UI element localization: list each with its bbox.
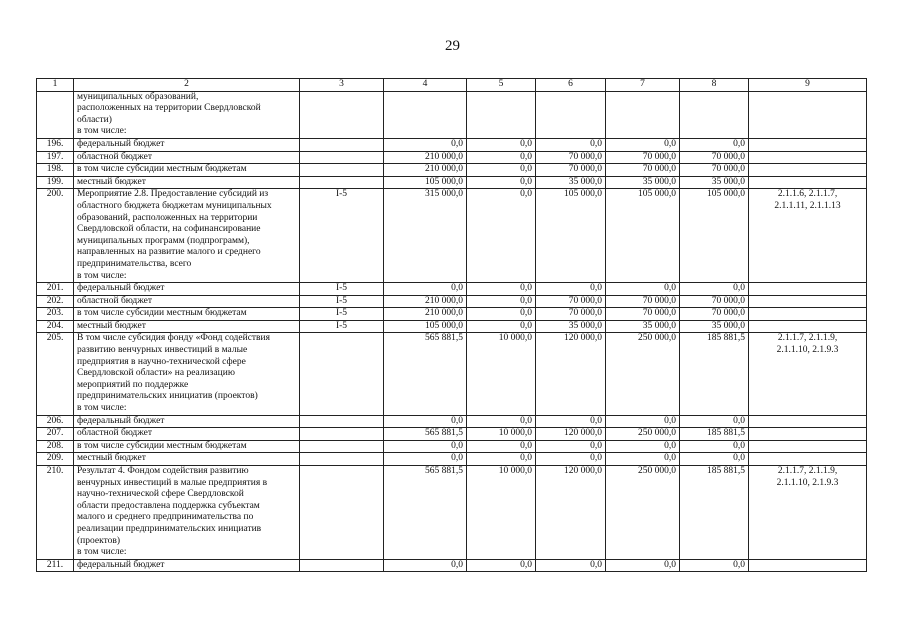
amount-col5: 0,0	[467, 189, 536, 283]
total-amount: 105 000,0	[384, 320, 467, 333]
row-number: 199.	[37, 176, 74, 189]
amount-col6: 70 000,0	[536, 308, 606, 321]
target-references	[749, 295, 867, 308]
table-body	[37, 91, 867, 572]
total-amount	[384, 91, 467, 138]
amount-col8: 70 000,0	[680, 308, 749, 321]
total-amount: 105 000,0	[384, 176, 467, 189]
row-description: областной бюджет	[74, 428, 300, 441]
amount-col5: 0,0	[467, 308, 536, 321]
table-row	[37, 308, 867, 321]
total-amount: 315 000,0	[384, 189, 467, 283]
amount-col7	[606, 91, 680, 138]
row-description: областной бюджет	[74, 151, 300, 164]
row-number: 201.	[37, 283, 74, 296]
row-description: федеральный бюджет	[74, 559, 300, 572]
target-references	[749, 559, 867, 572]
row-number: 202.	[37, 295, 74, 308]
table-row	[37, 415, 867, 428]
amount-col5: 10 000,0	[467, 466, 536, 560]
row-number: 208.	[37, 440, 74, 453]
total-amount: 210 000,0	[384, 295, 467, 308]
amount-col8: 0,0	[680, 440, 749, 453]
budget-table	[36, 78, 867, 572]
total-amount: 0,0	[384, 138, 467, 151]
amount-col7: 70 000,0	[606, 164, 680, 177]
amount-col6: 120 000,0	[536, 428, 606, 441]
table-row	[37, 428, 867, 441]
responsible-code	[300, 138, 384, 151]
responsible-code	[300, 164, 384, 177]
amount-col5: 0,0	[467, 151, 536, 164]
amount-col5: 0,0	[467, 320, 536, 333]
amount-col6: 70 000,0	[536, 295, 606, 308]
column-header: 3	[300, 79, 384, 92]
table-row	[37, 138, 867, 151]
responsible-code	[300, 440, 384, 453]
amount-col5: 0,0	[467, 295, 536, 308]
row-number: 211.	[37, 559, 74, 572]
amount-col5: 10 000,0	[467, 428, 536, 441]
responsible-code	[300, 453, 384, 466]
table-row	[37, 559, 867, 572]
table-row	[37, 164, 867, 177]
row-description: областной бюджет	[74, 295, 300, 308]
amount-col5: 0,0	[467, 415, 536, 428]
table-row	[37, 466, 867, 560]
amount-col6: 105 000,0	[536, 189, 606, 283]
total-amount: 0,0	[384, 415, 467, 428]
amount-col7: 105 000,0	[606, 189, 680, 283]
amount-col8: 0,0	[680, 453, 749, 466]
responsible-code	[300, 91, 384, 138]
amount-col6: 35 000,0	[536, 176, 606, 189]
amount-col7: 250 000,0	[606, 428, 680, 441]
table-row	[37, 176, 867, 189]
amount-col7: 70 000,0	[606, 308, 680, 321]
table-header-row	[37, 79, 867, 92]
column-header: 5	[467, 79, 536, 92]
responsible-code: I-5	[300, 189, 384, 283]
total-amount: 210 000,0	[384, 164, 467, 177]
column-header: 6	[536, 79, 606, 92]
amount-col6: 70 000,0	[536, 164, 606, 177]
responsible-code	[300, 333, 384, 415]
responsible-code	[300, 176, 384, 189]
row-number: 204.	[37, 320, 74, 333]
amount-col8: 0,0	[680, 559, 749, 572]
column-header: 4	[384, 79, 467, 92]
row-description: муниципальных образований, расположенных на территории Свердловской области) в том числе:	[74, 91, 300, 138]
total-amount: 210 000,0	[384, 151, 467, 164]
amount-col8: 0,0	[680, 138, 749, 151]
row-description: в том числе субсидии местным бюджетам	[74, 164, 300, 177]
amount-col5: 0,0	[467, 176, 536, 189]
amount-col8: 35 000,0	[680, 320, 749, 333]
amount-col7: 250 000,0	[606, 466, 680, 560]
total-amount: 0,0	[384, 559, 467, 572]
target-references: 2.1.1.7, 2.1.1.9, 2.1.1.10, 2.1.9.3	[749, 333, 867, 415]
target-references	[749, 308, 867, 321]
row-number: 205.	[37, 333, 74, 415]
amount-col5: 0,0	[467, 164, 536, 177]
amount-col6	[536, 91, 606, 138]
row-number: 210.	[37, 466, 74, 560]
amount-col7: 0,0	[606, 559, 680, 572]
amount-col7: 70 000,0	[606, 151, 680, 164]
amount-col8: 0,0	[680, 283, 749, 296]
target-references: 2.1.1.7, 2.1.1.9, 2.1.1.10, 2.1.9.3	[749, 466, 867, 560]
responsible-code	[300, 151, 384, 164]
column-header: 7	[606, 79, 680, 92]
amount-col8: 105 000,0	[680, 189, 749, 283]
table-row	[37, 189, 867, 283]
total-amount: 210 000,0	[384, 308, 467, 321]
row-description: федеральный бюджет	[74, 415, 300, 428]
target-references	[749, 320, 867, 333]
target-references	[749, 164, 867, 177]
amount-col7: 0,0	[606, 453, 680, 466]
amount-col6: 120 000,0	[536, 333, 606, 415]
target-references	[749, 440, 867, 453]
row-number	[37, 91, 74, 138]
row-description: федеральный бюджет	[74, 138, 300, 151]
total-amount: 565 881,5	[384, 466, 467, 560]
column-header: 2	[74, 79, 300, 92]
row-description: в том числе субсидии местным бюджетам	[74, 308, 300, 321]
target-references	[749, 138, 867, 151]
amount-col5: 0,0	[467, 559, 536, 572]
amount-col6: 0,0	[536, 415, 606, 428]
column-header: 9	[749, 79, 867, 92]
row-number: 196.	[37, 138, 74, 151]
target-references: 2.1.1.6, 2.1.1.7, 2.1.1.11, 2.1.1.13	[749, 189, 867, 283]
amount-col7: 35 000,0	[606, 176, 680, 189]
responsible-code: I-5	[300, 295, 384, 308]
target-references	[749, 283, 867, 296]
amount-col7: 0,0	[606, 283, 680, 296]
target-references	[749, 176, 867, 189]
amount-col8: 185 881,5	[680, 333, 749, 415]
amount-col7: 35 000,0	[606, 320, 680, 333]
amount-col6: 0,0	[536, 138, 606, 151]
amount-col5: 0,0	[467, 453, 536, 466]
row-description: местный бюджет	[74, 453, 300, 466]
amount-col8: 70 000,0	[680, 164, 749, 177]
responsible-code: I-5	[300, 283, 384, 296]
amount-col5: 0,0	[467, 283, 536, 296]
total-amount: 565 881,5	[384, 428, 467, 441]
amount-col5: 0,0	[467, 440, 536, 453]
responsible-code: I-5	[300, 308, 384, 321]
amount-col6: 70 000,0	[536, 151, 606, 164]
amount-col6: 0,0	[536, 283, 606, 296]
row-description: местный бюджет	[74, 176, 300, 189]
column-header: 8	[680, 79, 749, 92]
target-references	[749, 151, 867, 164]
total-amount: 565 881,5	[384, 333, 467, 415]
row-number: 198.	[37, 164, 74, 177]
amount-col7: 0,0	[606, 440, 680, 453]
responsible-code: I-5	[300, 320, 384, 333]
row-description: Мероприятие 2.8. Предоставление субсидий из областного бюджета бюджетам муниципальных образований, расположенных на территории Свердловской области, на софинансирование муниципальных программ (подпрограмм), направленных на развитие малого и среднего предпринимательства, всего в том числе:	[74, 189, 300, 283]
amount-col8: 70 000,0	[680, 295, 749, 308]
responsible-code	[300, 466, 384, 560]
amount-col5: 0,0	[467, 138, 536, 151]
row-description: В том числе субсидия фонду «Фонд содействия развитию венчурных инвестиций в малые предприятия в научно-технической сфере Свердловской области» на реализацию мероприятий по поддержке предпринимательских инициатив (проектов) в том числе:	[74, 333, 300, 415]
target-references	[749, 428, 867, 441]
table-row	[37, 453, 867, 466]
amount-col5: 10 000,0	[467, 333, 536, 415]
amount-col6: 0,0	[536, 440, 606, 453]
total-amount: 0,0	[384, 440, 467, 453]
column-header: 1	[37, 79, 74, 92]
amount-col7: 0,0	[606, 415, 680, 428]
total-amount: 0,0	[384, 283, 467, 296]
amount-col6: 120 000,0	[536, 466, 606, 560]
amount-col7: 250 000,0	[606, 333, 680, 415]
amount-col8: 185 881,5	[680, 428, 749, 441]
amount-col6: 0,0	[536, 559, 606, 572]
row-number: 209.	[37, 453, 74, 466]
amount-col5	[467, 91, 536, 138]
row-number: 207.	[37, 428, 74, 441]
row-description: в том числе субсидии местным бюджетам	[74, 440, 300, 453]
responsible-code	[300, 559, 384, 572]
row-number: 206.	[37, 415, 74, 428]
target-references	[749, 415, 867, 428]
row-description: местный бюджет	[74, 320, 300, 333]
table-row	[37, 333, 867, 415]
responsible-code	[300, 428, 384, 441]
amount-col8: 185 881,5	[680, 466, 749, 560]
amount-col7: 70 000,0	[606, 295, 680, 308]
target-references	[749, 453, 867, 466]
amount-col6: 35 000,0	[536, 320, 606, 333]
table-row	[37, 320, 867, 333]
responsible-code	[300, 415, 384, 428]
row-number: 200.	[37, 189, 74, 283]
amount-col8: 70 000,0	[680, 151, 749, 164]
table-row	[37, 295, 867, 308]
amount-col8: 0,0	[680, 415, 749, 428]
amount-col8: 35 000,0	[680, 176, 749, 189]
row-number: 203.	[37, 308, 74, 321]
table-row	[37, 151, 867, 164]
amount-col7: 0,0	[606, 138, 680, 151]
page-number: 29	[445, 38, 460, 54]
row-number: 197.	[37, 151, 74, 164]
total-amount: 0,0	[384, 453, 467, 466]
row-description: федеральный бюджет	[74, 283, 300, 296]
table-row	[37, 440, 867, 453]
amount-col6: 0,0	[536, 453, 606, 466]
amount-col8	[680, 91, 749, 138]
table-row	[37, 283, 867, 296]
row-description: Результат 4. Фондом содействия развитию венчурных инвестиций в малые предприятия в научно-технической сфере Свердловской области предоставлена поддержка субъектам малого и среднего предпринимательства по реализации предпринимательских инициатив (проектов) в том числе:	[74, 466, 300, 560]
table-row	[37, 91, 867, 138]
target-references	[749, 91, 867, 138]
